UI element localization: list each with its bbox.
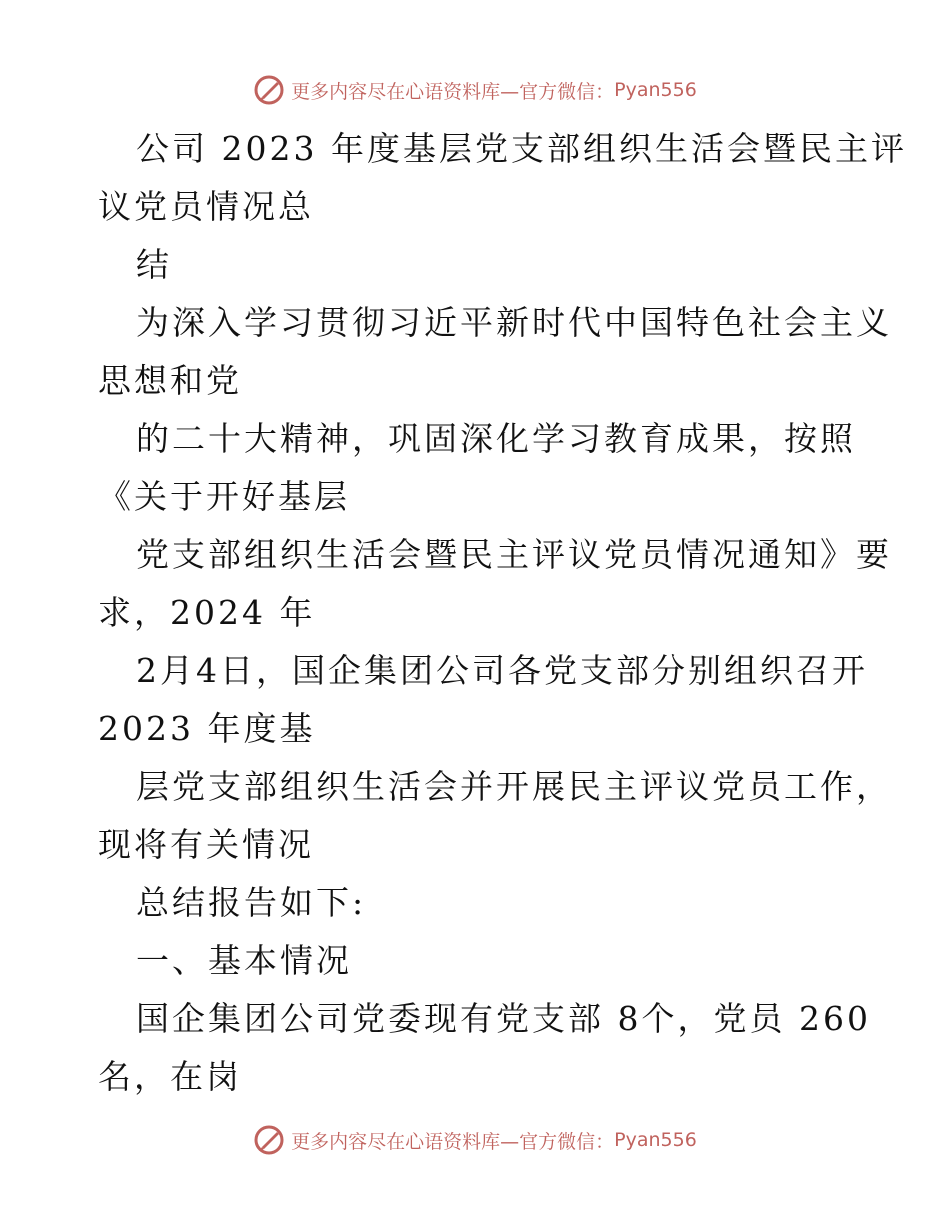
footer-watermark [0,1120,950,1160]
header-watermark [0,70,950,110]
text-line: 公司 2023 年度基层党支部组织生活会暨民主评 [136,129,907,168]
text-line: 《关于开好基层 [98,477,350,516]
text-line: 总结报告如下: [136,883,367,922]
text-line: 议党员情况总 [98,187,314,226]
text-line: 名，在岗 [98,1057,242,1096]
text-line: 层党支部组织生活会并开展民主评议党员工作， [136,767,892,806]
quill-logo-icon [253,1124,285,1156]
watermark-wechat-id: Pyan556 [614,79,697,101]
watermark-text: 更多内容尽在心语资料库—官方微信： [291,1130,615,1153]
section-heading: 一、基本情况 [136,941,352,980]
text-line: 结 [136,245,172,284]
text-line: 现将有关情况 [98,825,314,864]
quill-logo-icon [253,74,285,106]
text-line: 为深入学习贯彻习近平新时代中国特色社会主义 [136,303,892,342]
watermark-wechat-id: Pyan556 [614,1129,697,1151]
text-line: 思想和党 [98,361,242,400]
text-line: 2023 年度基 [98,709,316,748]
text-line: 求，2024 年 [98,593,316,632]
text-line: 党支部组织生活会暨民主评议党员情况通知》要 [136,535,892,574]
text-line: 国企集团公司党委现有党支部 8个，党员 260 [136,999,871,1038]
document-body [98,120,907,1106]
text-line: 2月4日，国企集团公司各党支部分别组织召开 [136,651,868,690]
watermark-text: 更多内容尽在心语资料库—官方微信： [291,80,615,103]
text-line: 的二十大精神，巩固深化学习教育成果，按照 [136,419,856,458]
